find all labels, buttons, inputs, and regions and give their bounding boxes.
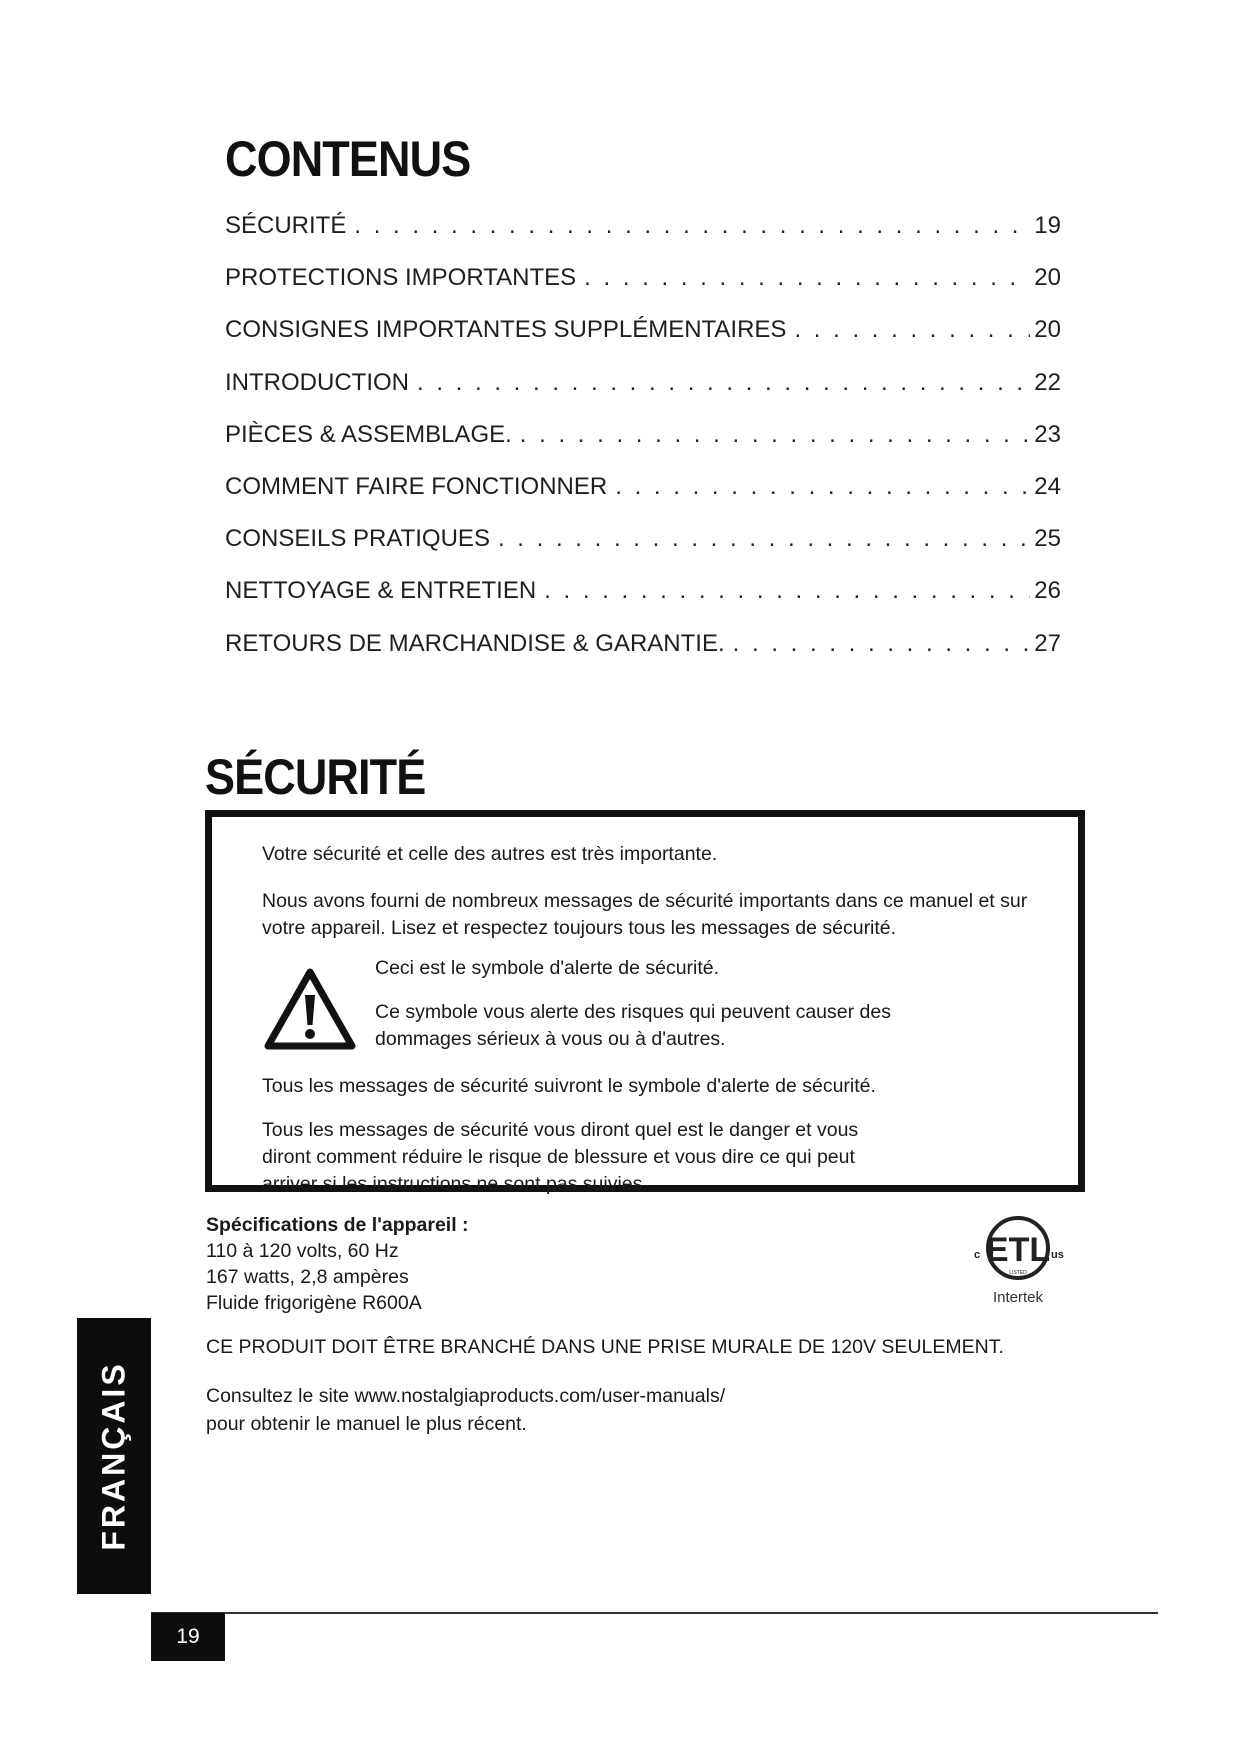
toc-item-page: 27 (1034, 629, 1061, 657)
toc-leader-dots (498, 525, 1030, 553)
toc-item[interactable] (225, 252, 1061, 304)
specs-title: Spécifications de l'appareil : (206, 1214, 469, 1236)
toc-item-page: 24 (1034, 473, 1061, 501)
svg-text:LISTED: LISTED (1009, 1270, 1027, 1276)
toc-leader-dots (354, 212, 1030, 240)
toc-item[interactable] (225, 565, 1061, 617)
toc-item[interactable] (225, 513, 1061, 565)
toc-title: CONTENUS (225, 131, 471, 187)
toc-item-page: 20 (1034, 264, 1061, 292)
toc-item-label: CONSIGNES IMPORTANTES SUPPLÉMENTAIRES (225, 316, 787, 344)
safety-paragraph: Tous les messages de sécurité suivront le symbole d'alerte de sécurité. (262, 1075, 876, 1097)
toc-item-label: PROTECTIONS IMPORTANTES (225, 264, 577, 292)
safety-paragraph: Ce symbole vous alerte des risques qui peuvent causer des dommages sérieux à vous ou à d'autres. (375, 1001, 891, 1050)
toc-item-label: INTRODUCTION (225, 368, 409, 396)
appliance-specifications (206, 1212, 469, 1316)
safety-title: SÉCURITÉ (205, 749, 426, 805)
toc-item[interactable] (225, 409, 1061, 461)
safety-paragraph: Votre sécurité et celle des autres est très importante. (262, 843, 718, 865)
toc-item-label: COMMENT FAIRE FONCTIONNER (225, 473, 608, 501)
toc-item[interactable] (225, 357, 1061, 409)
svg-text:ETL: ETL (985, 1231, 1051, 1269)
toc-leader-dots (615, 473, 1030, 501)
spec-line: 167 watts, 2,8 ampères (206, 1266, 409, 1288)
toc-item[interactable] (225, 304, 1061, 356)
toc-item-page: 20 (1034, 316, 1061, 344)
toc-leader-dots (584, 264, 1030, 292)
toc-item-page: 23 (1034, 420, 1061, 448)
language-label: FRANÇAIS (95, 1361, 132, 1551)
toc-item-label: PIÈCES & ASSEMBLAGE. (225, 420, 512, 448)
safety-paragraph: Nous avons fourni de nombreux messages de sécurité importants dans ce manuel et sur votre appareil. Lisez et respectez toujours tous les messages de sécurité. (262, 890, 1028, 939)
spec-line: Fluide frigorigène R600A (206, 1292, 422, 1314)
toc-leader-dots (794, 316, 1030, 344)
toc-item-page: 22 (1034, 368, 1061, 396)
toc-leader-dots (733, 630, 1031, 658)
toc-leader-dots (544, 577, 1030, 605)
toc-item[interactable] (225, 200, 1061, 252)
toc-leader-dots (520, 421, 1031, 449)
toc-item-label: CONSEILS PRATIQUES (225, 525, 490, 553)
page-number: 19 (151, 1613, 225, 1661)
toc-item[interactable] (225, 618, 1061, 670)
toc-item-page: 19 (1034, 212, 1061, 240)
toc-item-label: NETTOYAGE & ENTRETIEN (225, 577, 537, 605)
spec-line: 110 à 120 volts, 60 Hz (206, 1240, 399, 1262)
toc-item-label: RETOURS DE MARCHANDISE & GARANTIE. (225, 629, 725, 657)
safety-paragraph: Ceci est le symbole d'alerte de sécurité. (375, 957, 720, 979)
footer-rule (151, 1612, 1158, 1614)
svg-text:us: us (1051, 1249, 1064, 1261)
table-of-contents (225, 200, 1061, 670)
outlet-warning-text: CE PRODUIT DOIT ÊTRE BRANCHÉ DANS UNE PRISE MURALE DE 120V SEULEMENT. (206, 1336, 1004, 1358)
etl-intertek-logo-icon (968, 1212, 1073, 1312)
toc-item-label: SÉCURITÉ (225, 212, 347, 240)
svg-text:Intertek: Intertek (992, 1289, 1044, 1306)
toc-item-page: 26 (1034, 577, 1061, 605)
language-tab (77, 1318, 151, 1594)
manual-link-text[interactable]: Consultez le site www.nostalgiaproducts.com/user-manuals/ pour obtenir le manuel le plus récent. (206, 1385, 726, 1435)
svg-text:c: c (974, 1249, 981, 1261)
toc-item[interactable] (225, 461, 1061, 513)
safety-notice-box (205, 810, 1085, 1195)
toc-leader-dots (417, 369, 1030, 397)
safety-paragraph: Tous les messages de sécurité vous diront quel est le danger et vous diront comment réduire le risque de blessure et vous dire ce qui peut arriver si les instructions ne sont pas suivies. (262, 1119, 859, 1195)
toc-item-page: 25 (1034, 525, 1061, 553)
warning-triangle-icon (264, 967, 356, 1051)
